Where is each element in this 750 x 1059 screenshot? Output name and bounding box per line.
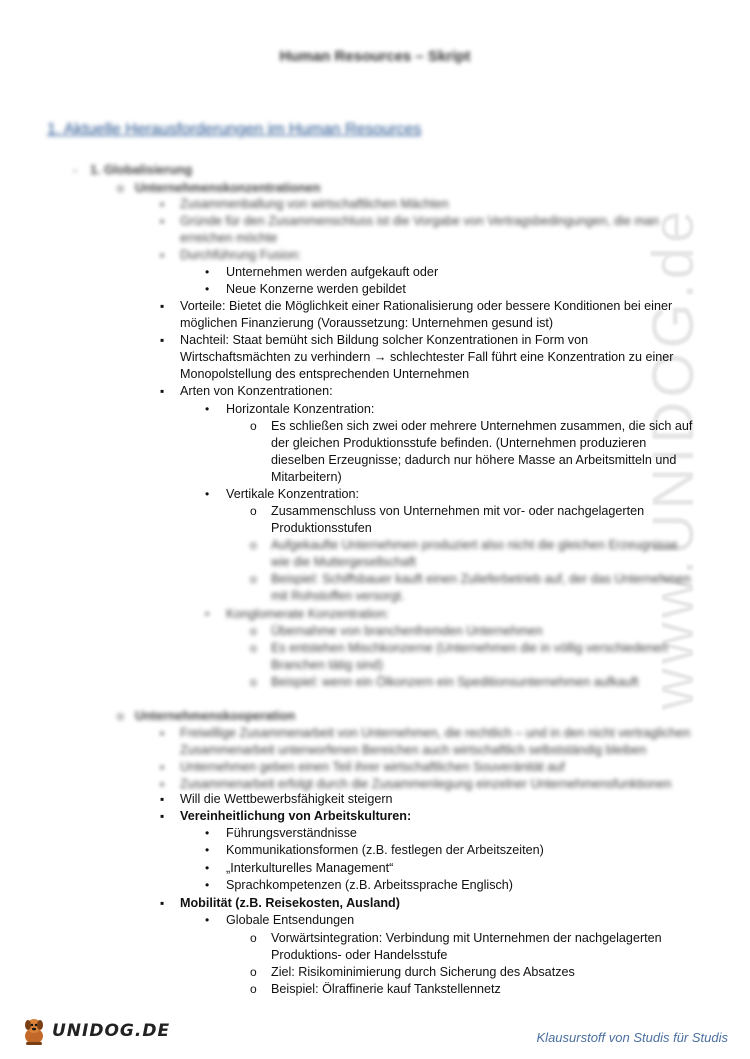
bullet-marker: o bbox=[250, 982, 257, 996]
bullet-marker: ▪ bbox=[160, 896, 165, 910]
bullet-text: Unternehmenskooperation bbox=[135, 709, 296, 723]
bullet-text: Horizontale Konzentration: bbox=[226, 402, 375, 416]
bullet-text: Kommunikationsformen (z.B. festlegen der Arbeitszeiten) bbox=[226, 843, 544, 857]
bullet-marker: o bbox=[250, 572, 257, 586]
bullet-text: Zusammenschluss von Unternehmen mit vor- oder nachgelagerten Produktionsstufen bbox=[271, 504, 645, 535]
bullet-marker: ▪ bbox=[160, 726, 165, 740]
bullet-text: Ziel: Risikominimierung durch Sicherung des Absatzes bbox=[271, 965, 575, 979]
bullet-text: „Interkulturelles Management“ bbox=[226, 861, 394, 875]
logo-text: UNIDOG.DE bbox=[52, 1021, 171, 1041]
bullet-marker: o bbox=[250, 675, 257, 689]
bullet-text: Vorwärtsintegration: Verbindung mit Unternehmen der nachgelagerten Produktions- oder Handelsstufe bbox=[271, 931, 662, 962]
bullet-marker: o bbox=[250, 641, 257, 655]
bullet-text: Aufgekaufte Unternehmen produziert also nicht die gleichen Erzeugnisse wie die Muttergesellschaft bbox=[271, 538, 678, 569]
bullet-marker: • bbox=[205, 607, 210, 621]
unidog-logo bbox=[20, 1016, 170, 1046]
bullet-text: Mobilität (z.B. Reisekosten, Ausland) bbox=[180, 896, 400, 910]
bullet-marker: o bbox=[117, 709, 124, 723]
bullet-text: Vereinheitlichung von Arbeitskulturen: bbox=[180, 809, 412, 823]
bullet-text: Zusammenballung von wirtschaftlichen Mächten bbox=[180, 197, 449, 211]
bullet-marker: ▪ bbox=[160, 384, 165, 398]
bullet-marker: • bbox=[205, 487, 210, 501]
bullet-marker: ▪ bbox=[160, 792, 165, 806]
bullet-text: Vorteile: Bietet die Möglichkeit einer Rationalisierung oder bessere Konditionen bei einer möglichen Finanzierung (Voraussetzung: Unternehmen gesund ist) bbox=[180, 299, 673, 330]
bullet-text: Sprachkompetenzen (z.B. Arbeitssprache Englisch) bbox=[226, 878, 513, 892]
bullet-marker: o bbox=[250, 504, 257, 518]
bullet-marker: • bbox=[205, 913, 210, 927]
bullet-text: Arten von Konzentrationen: bbox=[180, 384, 333, 398]
bullet-marker: ▪ bbox=[160, 248, 165, 262]
bullet-text: 1. Globalisierung bbox=[90, 163, 193, 177]
bullet-marker: • bbox=[205, 826, 210, 840]
bullet-marker: ▪ bbox=[160, 299, 165, 313]
footer-slogan: Klausurstoff von Studis für Studis bbox=[536, 1030, 728, 1045]
bullet-marker: o bbox=[117, 181, 124, 195]
bullet-text: Globale Entsendungen bbox=[226, 913, 355, 927]
bullet-marker: o bbox=[250, 419, 257, 433]
bullet-text: Vertikale Konzentration: bbox=[226, 487, 360, 501]
bullet-text: Unternehmen werden aufgekauft oder bbox=[226, 265, 439, 279]
bullet-text: Beispiel: Schiffsbauer kauft einen Zulieferbetrieb auf, der das Unternehmen mit Rohstoffen versorgt. bbox=[271, 572, 691, 603]
bullet-text: Es schließen sich zwei oder mehrere Unternehmen zusammen, die sich auf der gleichen Produktionsstufe befinden. (Unternehmen produzieren dieselben Erzeugnisse; dadurch nur höhere Masse an Arbeitsmitteln und Mitarbeitern) bbox=[271, 419, 693, 484]
bullet-marker: ▪ bbox=[160, 214, 165, 228]
bullet-text: Führungsverständnisse bbox=[226, 826, 357, 840]
bullet-text: Es entstehen Mischkonzerne (Unternehmen die in völlig verschiedenen Branchen tätig sind) bbox=[271, 641, 668, 672]
bullet-marker: • bbox=[205, 878, 210, 892]
bullet-text: Unternehmen geben einen Teil ihrer wirtschaftlichen Souveränität auf bbox=[180, 760, 565, 774]
bullet-marker: ▪ bbox=[160, 777, 165, 791]
bullet-marker: • bbox=[205, 843, 210, 857]
bullet-marker: o bbox=[250, 624, 257, 638]
bullet-text: Zusammenarbeit erfolgt durch die Zusammenlegung einzelner Unternehmensfunktionen bbox=[180, 777, 672, 791]
bullet-marker: • bbox=[205, 282, 210, 296]
bullet-marker: - bbox=[73, 163, 77, 177]
bullet-text: Unternehmenskonzentrationen bbox=[135, 181, 321, 195]
bullet-marker: ▪ bbox=[160, 333, 165, 347]
bullet-marker: o bbox=[250, 965, 257, 979]
watermark: www.UNIDOG.de bbox=[641, 206, 706, 710]
bullet-text: Konglomerate Konzentration: bbox=[226, 607, 390, 621]
bullet-marker: ▪ bbox=[160, 809, 165, 823]
bullet-text: Nachteil: Staat bemüht sich Bildung solcher Konzentrationen in Form von Wirtschaftsmächten zu verhindern → schlechtester Fall führt eine Konzentration zu einer Monopolstellung des entsprechenden Unternehmen bbox=[180, 333, 674, 381]
bullet-text: Übernahme von branchenfremden Unternehmen bbox=[271, 624, 543, 638]
bullet-text: Beispiel: wenn ein Ölkonzern ein Speditionsunternehmen aufkauft bbox=[271, 675, 639, 689]
section-heading: 1. Aktuelle Herausforderungen im Human Resources bbox=[47, 121, 422, 138]
bullet-marker: o bbox=[250, 931, 257, 945]
bullet-text: Beispiel: Ölraffinerie kauf Tankstellennetz bbox=[271, 982, 501, 996]
bullet-marker: ▪ bbox=[160, 197, 165, 211]
bullet-text: Neue Konzerne werden gebildet bbox=[226, 282, 406, 296]
bullet-marker: o bbox=[250, 538, 257, 552]
dog-mascot-icon bbox=[20, 1016, 48, 1046]
bullet-marker: ▪ bbox=[160, 760, 165, 774]
bullet-text: Gründe für den Zusammenschluss ist die Vorgabe von Vertragsbedingungen, die man erreichen möchte bbox=[180, 214, 659, 245]
bullet-marker: • bbox=[205, 861, 210, 875]
bullet-marker: • bbox=[205, 402, 210, 416]
bullet-text: Freiwillige Zusammenarbeit von Unternehmen, die rechtlich – und in den nicht vertraglichen Zusammenarbeit unterworfenen Bereichen auch wirtschaftlich selbstständig bleiben bbox=[180, 726, 691, 757]
bullet-text: Will die Wettbewerbsfähigkeit steigern bbox=[180, 792, 393, 806]
bullet-marker: • bbox=[205, 265, 210, 279]
bullet-text: Durchführung Fusion: bbox=[180, 248, 302, 262]
document-title: Human Resources – Skript bbox=[279, 48, 471, 65]
